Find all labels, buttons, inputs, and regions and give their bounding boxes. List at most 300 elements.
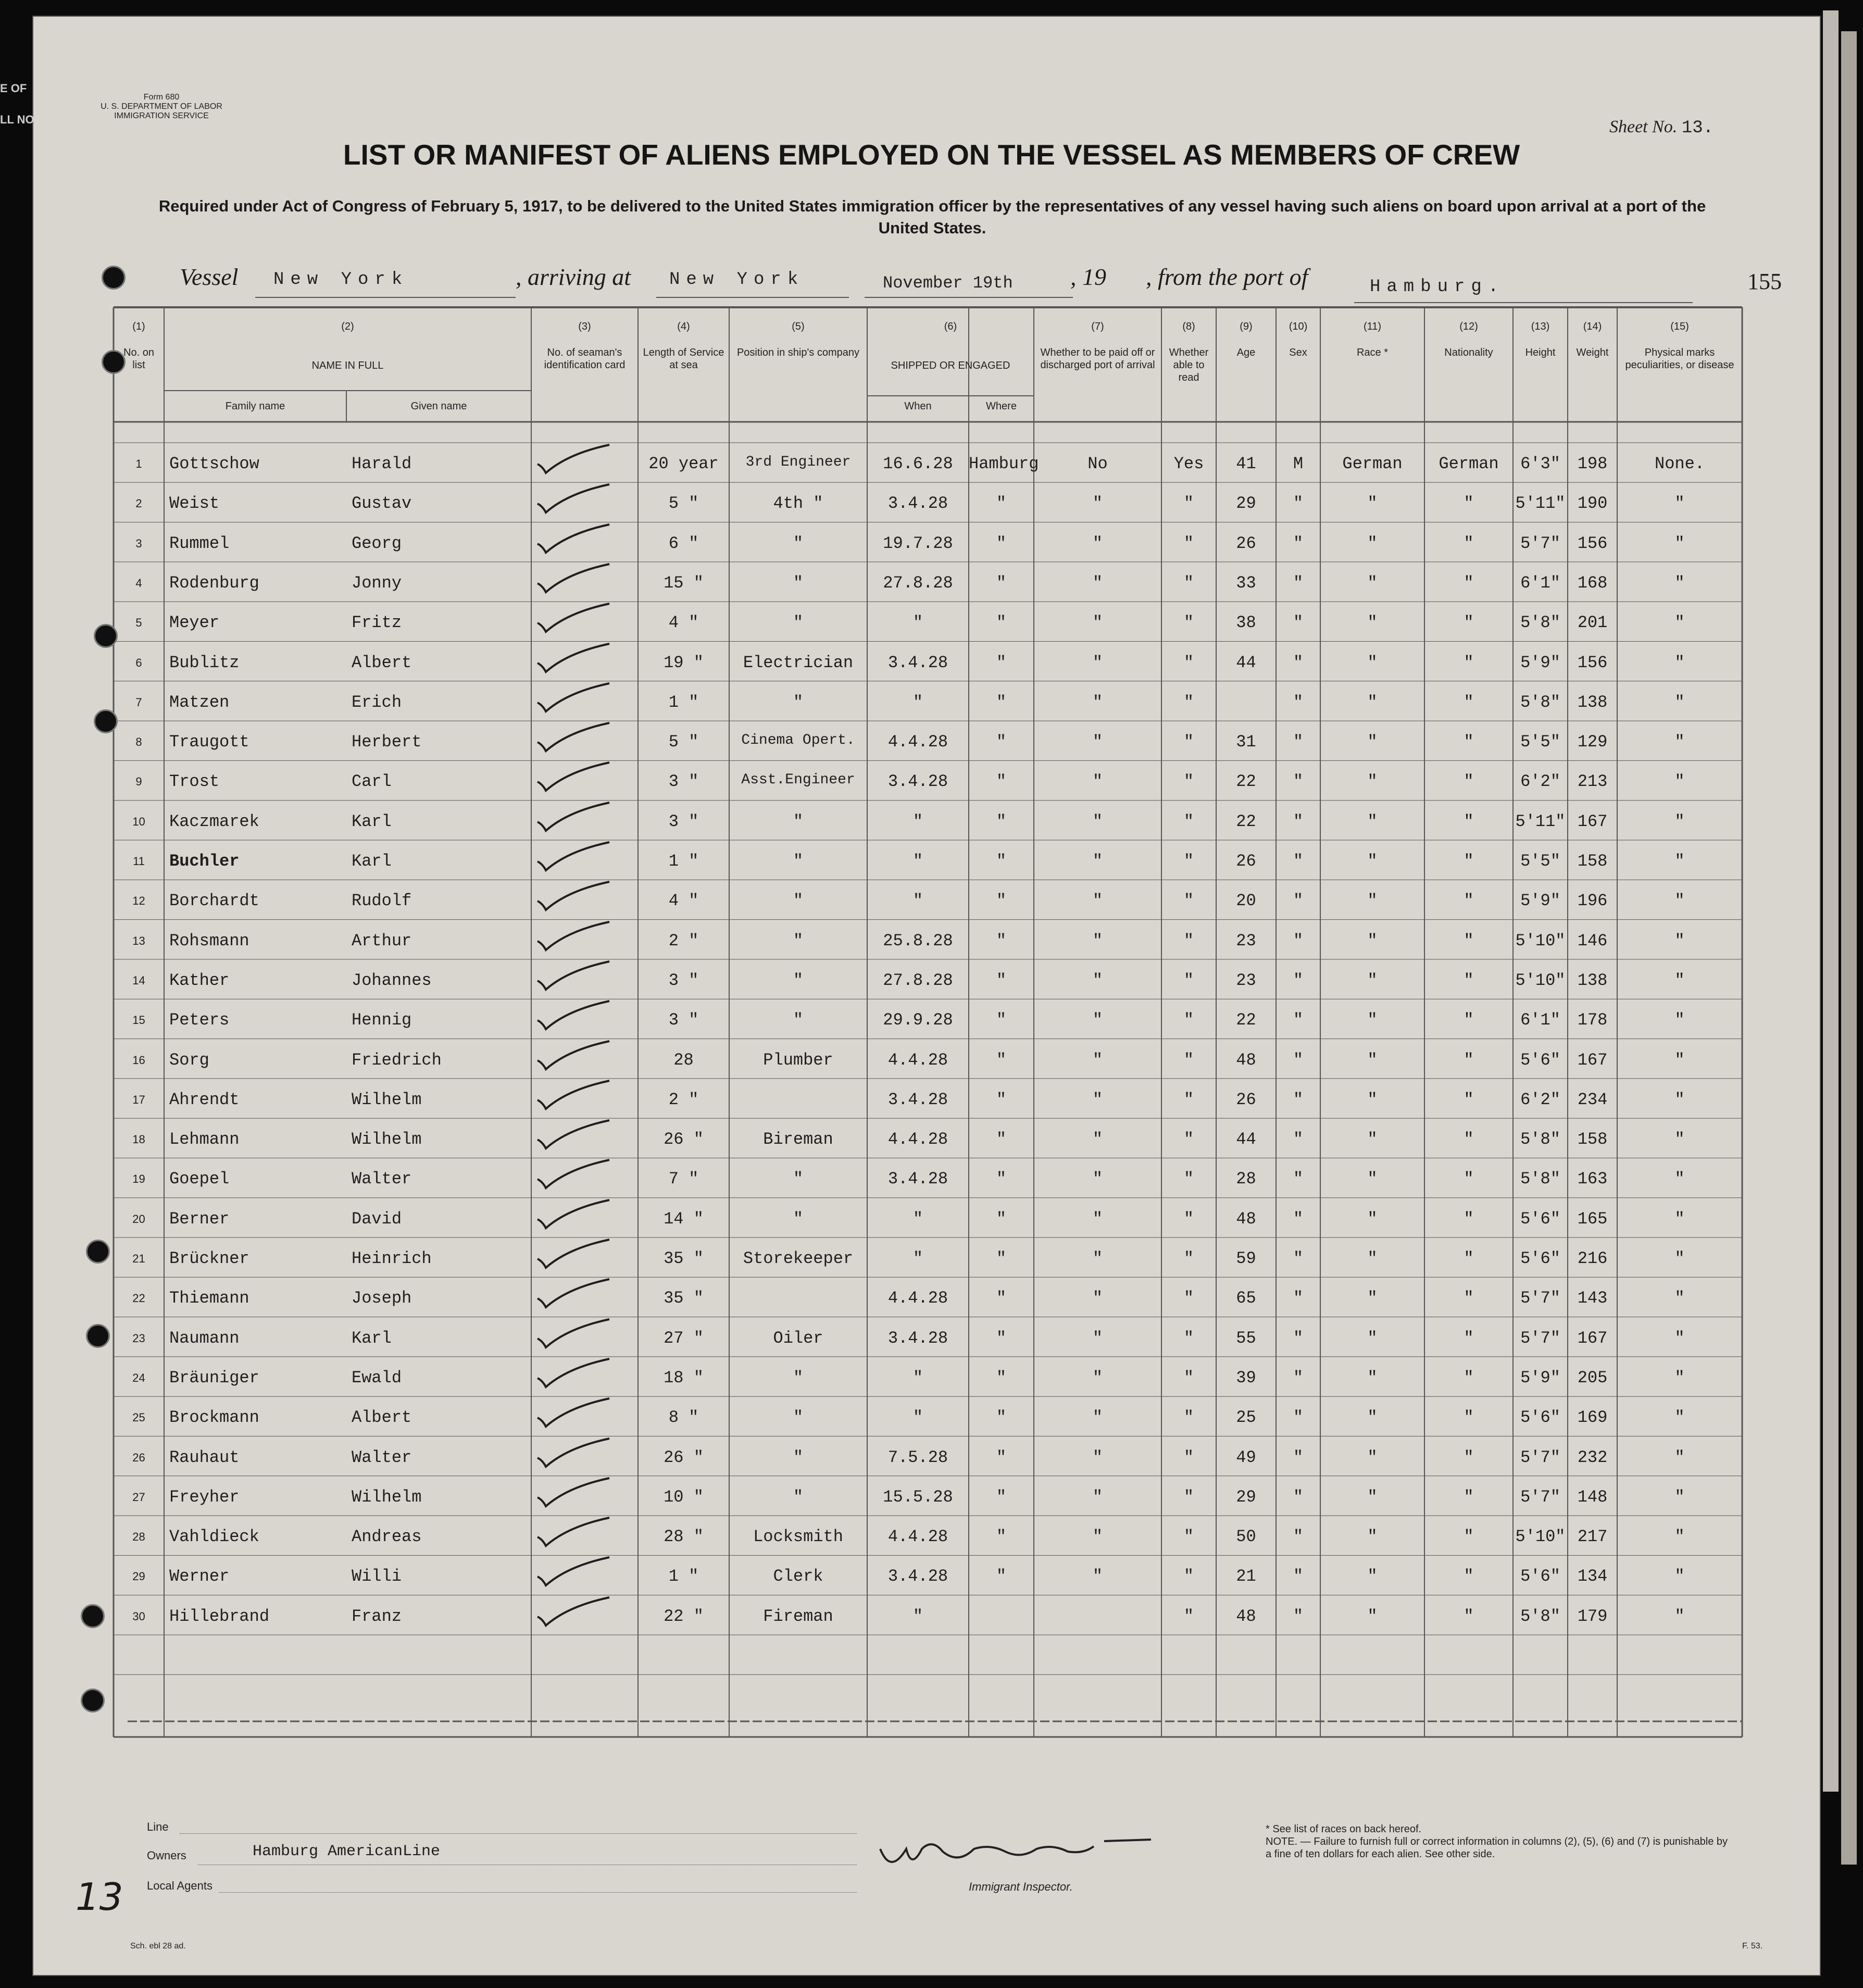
- shipped-where: ": [996, 772, 1007, 792]
- paid-off: ": [1092, 494, 1103, 514]
- weight: 138: [1577, 692, 1608, 712]
- age: 33: [1236, 573, 1256, 593]
- shipped-where: ": [996, 970, 1007, 990]
- age: 55: [1236, 1328, 1256, 1348]
- height: 5'6": [1520, 1050, 1560, 1070]
- given-name: Heinrich: [352, 1249, 432, 1268]
- given-name: Willi: [352, 1567, 402, 1586]
- sex: ": [1293, 613, 1304, 633]
- race: ": [1367, 1050, 1378, 1070]
- row-number: 11: [133, 855, 145, 868]
- able-to-read: ": [1183, 494, 1194, 514]
- paid-off: ": [1092, 1567, 1103, 1586]
- weight: 234: [1577, 1090, 1608, 1109]
- race: ": [1367, 852, 1378, 871]
- column-header: Sex: [1289, 347, 1307, 358]
- height: 6'2": [1520, 772, 1560, 792]
- check-mark-icon: [536, 441, 615, 477]
- weight: 217: [1577, 1527, 1608, 1547]
- position: ": [793, 852, 804, 871]
- binder-hole: [94, 709, 118, 733]
- paid-off: ": [1092, 533, 1103, 553]
- department-name: U. S. DEPARTMENT OF LABOR: [101, 102, 222, 111]
- family-name: Borchardt: [169, 891, 259, 911]
- age: 48: [1236, 1606, 1256, 1626]
- sex: ": [1293, 1447, 1304, 1467]
- shipped-when: 4.4.28: [887, 732, 948, 752]
- position: Electrician: [743, 653, 854, 672]
- physical-marks: ": [1674, 1289, 1685, 1308]
- nationality: ": [1464, 1487, 1474, 1507]
- nationality: ": [1464, 573, 1474, 593]
- check-mark-icon: [536, 1235, 615, 1272]
- check-mark-icon: [536, 480, 615, 517]
- family-name: Freyher: [169, 1487, 240, 1507]
- weight: 148: [1577, 1487, 1608, 1507]
- owners-value: Hamburg AmericanLine: [253, 1843, 441, 1860]
- able-to-read: ": [1183, 1249, 1194, 1268]
- weight: 213: [1577, 772, 1608, 792]
- check-mark-icon: [536, 719, 615, 755]
- race: ": [1367, 1527, 1378, 1547]
- weight: 143: [1577, 1289, 1608, 1308]
- column-header: Weight: [1576, 347, 1609, 358]
- paid-off: ": [1092, 1289, 1103, 1308]
- physical-marks: ": [1674, 573, 1685, 593]
- shipped-when: 19.7.28: [883, 533, 953, 553]
- weight: 167: [1577, 1050, 1608, 1070]
- weight: 158: [1577, 1130, 1608, 1149]
- position: ": [793, 1447, 804, 1467]
- age: 48: [1236, 1209, 1256, 1229]
- able-to-read: ": [1183, 891, 1194, 911]
- weight: 169: [1577, 1408, 1608, 1428]
- shipped-where: ": [996, 1447, 1007, 1467]
- check-mark-icon: [536, 640, 615, 676]
- given-name: Carl: [352, 772, 392, 792]
- physical-marks: ": [1674, 613, 1685, 633]
- age: 65: [1236, 1289, 1256, 1308]
- column-header: Physical marks peculiarities, or disease: [1625, 347, 1734, 371]
- row-number: 26: [132, 1451, 145, 1464]
- nationality: ": [1464, 970, 1474, 990]
- physical-marks: ": [1674, 772, 1685, 792]
- weight: 156: [1577, 533, 1608, 553]
- age: 21: [1236, 1567, 1256, 1586]
- physical-marks: ": [1674, 1408, 1685, 1428]
- paid-off: ": [1092, 1487, 1103, 1507]
- race: ": [1367, 1209, 1378, 1229]
- nationality: ": [1464, 692, 1474, 712]
- position: Fireman: [763, 1606, 833, 1626]
- paid-off: ": [1092, 1328, 1103, 1348]
- column-number: (3): [578, 321, 591, 332]
- given-name: Karl: [352, 852, 392, 871]
- nationality: ": [1464, 931, 1474, 951]
- shipped-where: ": [996, 1249, 1007, 1268]
- able-to-read: ": [1183, 573, 1194, 593]
- check-mark-icon: [536, 957, 615, 994]
- column-number: (12): [1459, 321, 1478, 332]
- family-name: Berner: [169, 1209, 230, 1229]
- nationality: ": [1464, 1010, 1474, 1030]
- able-to-read: ": [1183, 1368, 1194, 1387]
- age: 31: [1236, 732, 1256, 752]
- paid-off: ": [1092, 1249, 1103, 1268]
- physical-marks: ": [1674, 852, 1685, 871]
- height: 5'7": [1520, 1289, 1560, 1308]
- sheet-number-value: 13.: [1681, 118, 1714, 138]
- sex: ": [1293, 1567, 1304, 1586]
- service-length: 22 ": [664, 1606, 704, 1626]
- given-name: Wilhelm: [352, 1487, 422, 1507]
- able-to-read: ": [1183, 653, 1194, 672]
- age: 41: [1236, 454, 1256, 473]
- service-length: 2 ": [668, 931, 699, 951]
- column-number: (5): [792, 321, 805, 332]
- able-to-read: ": [1183, 1130, 1194, 1149]
- given-name: Rudolf: [352, 891, 412, 911]
- row-number: 5: [135, 616, 142, 630]
- row-number: 12: [132, 894, 145, 908]
- able-to-read: ": [1183, 811, 1194, 831]
- physical-marks: ": [1674, 931, 1685, 951]
- row-number: 9: [135, 775, 142, 789]
- family-name: Lehmann: [169, 1130, 240, 1149]
- race-note: * See list of races on back hereof.: [1266, 1823, 1422, 1835]
- service-length: 1 ": [668, 1567, 699, 1586]
- race: ": [1367, 1169, 1378, 1189]
- agents-label: Local Agents: [147, 1879, 212, 1892]
- race: ": [1367, 970, 1378, 990]
- weight: 158: [1577, 852, 1608, 871]
- binder-hole: [94, 624, 118, 648]
- shipped-when: ": [912, 1209, 923, 1229]
- footer-notes: [1266, 1823, 1734, 1860]
- height: 5'8": [1520, 1130, 1560, 1149]
- sex: ": [1293, 1090, 1304, 1109]
- check-mark-icon: [536, 1116, 615, 1153]
- sex: ": [1293, 494, 1304, 514]
- shipped-where: ": [996, 1527, 1007, 1547]
- able-to-read: ": [1183, 772, 1194, 792]
- row-number: 14: [132, 973, 145, 987]
- sex: ": [1293, 1527, 1304, 1547]
- line-field: [180, 1833, 857, 1834]
- age: 25: [1236, 1408, 1256, 1428]
- shipped-where: ": [996, 1567, 1007, 1586]
- row-number: 29: [132, 1570, 145, 1583]
- shipped-when: 3.4.28: [887, 1567, 948, 1586]
- nationality: ": [1464, 1209, 1474, 1229]
- row-number: 25: [132, 1411, 145, 1424]
- row-number: 8: [135, 735, 142, 749]
- sex: ": [1293, 692, 1304, 712]
- row-number: 6: [135, 656, 142, 669]
- nationality: ": [1464, 1169, 1474, 1189]
- nationality: ": [1464, 852, 1474, 871]
- given-name: Wilhelm: [352, 1130, 422, 1149]
- column-number: (6): [944, 321, 957, 332]
- paid-off: ": [1092, 1090, 1103, 1109]
- paid-off: ": [1092, 852, 1103, 871]
- shipped-where: ": [996, 931, 1007, 951]
- family-name: Weist: [169, 494, 220, 514]
- race: ": [1367, 732, 1378, 752]
- column-header: Height: [1525, 347, 1556, 358]
- service-length: 27 ": [664, 1328, 704, 1348]
- weight: 179: [1577, 1606, 1608, 1626]
- physical-marks: ": [1674, 1169, 1685, 1189]
- physical-marks: ": [1674, 891, 1685, 911]
- check-mark-icon: [536, 1394, 615, 1431]
- able-to-read: ": [1183, 1010, 1194, 1030]
- able-to-read: ": [1183, 1408, 1194, 1428]
- service-length: 4 ": [668, 613, 699, 633]
- shipped-when: ": [912, 1368, 923, 1387]
- race: ": [1367, 891, 1378, 911]
- race: ": [1367, 1090, 1378, 1109]
- column-header: Age: [1236, 347, 1256, 358]
- given-name: Arthur: [352, 931, 412, 951]
- family-name: Goepel: [169, 1169, 230, 1189]
- nationality: ": [1464, 1447, 1474, 1467]
- position: Oiler: [773, 1328, 823, 1348]
- row-number: 13: [132, 934, 145, 947]
- paid-off: ": [1092, 1408, 1103, 1428]
- service-length: 5 ": [668, 732, 699, 752]
- column-number: (2): [341, 321, 354, 332]
- row-number: 15: [132, 1014, 145, 1027]
- service-length: 35 ": [664, 1289, 704, 1308]
- physical-marks: ": [1674, 1368, 1685, 1387]
- able-to-read: ": [1183, 1050, 1194, 1070]
- height: 6'2": [1520, 1090, 1560, 1109]
- able-to-read: ": [1183, 1447, 1194, 1467]
- race: ": [1367, 1328, 1378, 1348]
- position: Plumber: [763, 1050, 833, 1070]
- sex: ": [1293, 772, 1304, 792]
- able-to-read: ": [1183, 1328, 1194, 1348]
- shipped-where: ": [996, 1010, 1007, 1030]
- paid-off: ": [1092, 613, 1103, 633]
- family-name: Kather: [169, 970, 230, 990]
- race: ": [1367, 1130, 1378, 1149]
- binder-hole: [102, 266, 126, 290]
- race: ": [1367, 1567, 1378, 1586]
- shipped-when: ": [912, 1606, 923, 1626]
- check-mark-icon: [536, 1275, 615, 1311]
- age: 38: [1236, 613, 1256, 633]
- check-mark-icon: [536, 1077, 615, 1113]
- able-to-read: ": [1183, 1567, 1194, 1586]
- shipped-when: 3.4.28: [887, 1090, 948, 1109]
- line-label: Line: [147, 1820, 169, 1833]
- year-label: , 19: [1070, 264, 1106, 290]
- position: Locksmith: [753, 1527, 843, 1547]
- weight: 198: [1577, 454, 1608, 473]
- check-mark-icon: [536, 1434, 615, 1471]
- position: ": [793, 692, 804, 712]
- able-to-read: ": [1183, 931, 1194, 951]
- row-number: 1: [135, 457, 142, 470]
- family-name: Rummel: [169, 533, 230, 553]
- service-length: 28: [673, 1050, 694, 1070]
- shipped-where: ": [996, 653, 1007, 672]
- penalty-note: NOTE. — Failure to furnish full or correct information in columns (2), (5), (6) and (7) is punishable by a fine of ten dollars for each alien. See other side.: [1266, 1836, 1728, 1860]
- height: 6'1": [1520, 1010, 1560, 1030]
- nationality: ": [1464, 1249, 1474, 1268]
- shipped-when: ": [912, 1249, 923, 1268]
- family-name: Peters: [169, 1010, 230, 1030]
- service-length: 3 ": [668, 772, 699, 792]
- column-subheader: Given name: [410, 401, 467, 412]
- paid-off: ": [1092, 1010, 1103, 1030]
- shipped-when: 27.8.28: [883, 573, 953, 593]
- stub-text: LL NO: [0, 113, 34, 126]
- family-name: Bublitz: [169, 653, 240, 672]
- age: 39: [1236, 1368, 1256, 1387]
- family-name: Brockmann: [169, 1408, 259, 1428]
- physical-marks: ": [1674, 732, 1685, 752]
- row-number: 22: [132, 1292, 145, 1305]
- position: ": [793, 970, 804, 990]
- given-name: Karl: [352, 811, 392, 831]
- family-name: Ahrendt: [169, 1090, 240, 1109]
- able-to-read: ": [1183, 852, 1194, 871]
- race: ": [1367, 811, 1378, 831]
- sex: ": [1293, 1169, 1304, 1189]
- schedule-code: Sch. ebl 28 ad.: [130, 1942, 186, 1951]
- nationality: German: [1439, 454, 1499, 473]
- position: Cinema Opert.: [741, 732, 855, 749]
- shipped-when: 29.9.28: [883, 1010, 953, 1030]
- nationality: ": [1464, 1328, 1474, 1348]
- paid-off: ": [1092, 692, 1103, 712]
- race: ": [1367, 1289, 1378, 1308]
- column-subheader: Family name: [225, 401, 285, 412]
- race: ": [1367, 1249, 1378, 1268]
- service-length: 5 ": [668, 494, 699, 514]
- height: 6'3": [1520, 454, 1560, 473]
- given-name: Gustav: [352, 494, 412, 514]
- able-to-read: ": [1183, 732, 1194, 752]
- race: ": [1367, 1368, 1378, 1387]
- physical-marks: ": [1674, 811, 1685, 831]
- position: Clerk: [773, 1567, 823, 1586]
- vessel-name: New York: [273, 270, 409, 290]
- nationality: ": [1464, 494, 1474, 514]
- nationality: ": [1464, 1050, 1474, 1070]
- height: 5'7": [1520, 1328, 1560, 1348]
- nationality: ": [1464, 1408, 1474, 1428]
- given-name: Karl: [352, 1328, 392, 1348]
- service-length: 35 ": [664, 1249, 704, 1268]
- position: ": [793, 1368, 804, 1387]
- physical-marks: ": [1674, 533, 1685, 553]
- column-number: (8): [1182, 321, 1195, 332]
- column-subheader: When: [904, 401, 932, 412]
- race: ": [1367, 1606, 1378, 1626]
- able-to-read: ": [1183, 533, 1194, 553]
- service-length: 3 ": [668, 970, 699, 990]
- family-name: Rohsmann: [169, 931, 249, 951]
- shipped-when: 4.4.28: [887, 1289, 948, 1308]
- page-number: 155: [1747, 269, 1782, 294]
- family-name: Rauhaut: [169, 1447, 240, 1467]
- weight: 167: [1577, 811, 1608, 831]
- age: 28: [1236, 1169, 1256, 1189]
- nationality: ": [1464, 891, 1474, 911]
- column-number: (13): [1531, 321, 1550, 332]
- paid-off: ": [1092, 1527, 1103, 1547]
- given-name: Albert: [352, 1408, 412, 1428]
- given-name: David: [352, 1209, 402, 1229]
- family-name: Rodenburg: [169, 573, 259, 593]
- given-name: Ewald: [352, 1368, 402, 1387]
- row-number: 7: [135, 695, 142, 709]
- page-title: LIST OR MANIFEST OF ALIENS EMPLOYED ON THE VESSEL AS MEMBERS OF CREW: [343, 139, 1520, 171]
- shipped-when: 4.4.28: [887, 1050, 948, 1070]
- sheet-label: Sheet No.: [1609, 117, 1678, 136]
- physical-marks: ": [1674, 1010, 1685, 1030]
- shipped-where: ": [996, 811, 1007, 831]
- physical-marks: None.: [1654, 454, 1705, 473]
- position: 3rd Engineer: [745, 454, 851, 470]
- nationality: ": [1464, 1527, 1474, 1547]
- position: ": [793, 1010, 804, 1030]
- physical-marks: ": [1674, 494, 1685, 514]
- row-number: 2: [135, 497, 142, 510]
- row-number: 19: [132, 1172, 145, 1186]
- height: 5'9": [1520, 653, 1560, 672]
- sex: ": [1293, 970, 1304, 990]
- given-name: Walter: [352, 1447, 412, 1467]
- race: ": [1367, 533, 1378, 553]
- form-code: F. 53.: [1742, 1942, 1763, 1951]
- able-to-read: ": [1183, 692, 1194, 712]
- weight: 134: [1577, 1567, 1608, 1586]
- nationality: ": [1464, 653, 1474, 672]
- shipped-when: ": [912, 1408, 923, 1428]
- vessel-label: Vessel: [180, 264, 239, 290]
- row-number: 28: [132, 1530, 145, 1544]
- paid-off: No: [1087, 454, 1108, 473]
- paid-off: ": [1092, 811, 1103, 831]
- shipped-when: 27.8.28: [883, 970, 953, 990]
- column-subheader: Where: [986, 401, 1017, 412]
- shipped-where: ": [996, 1050, 1007, 1070]
- check-mark-icon: [536, 1514, 615, 1550]
- check-mark-icon: [536, 838, 615, 874]
- physical-marks: ": [1674, 1209, 1685, 1229]
- row-number: 10: [132, 815, 145, 828]
- row-number: 17: [132, 1093, 145, 1106]
- binder-hole: [86, 1324, 110, 1348]
- given-name: Hennig: [352, 1010, 412, 1030]
- shipped-where: ": [996, 1209, 1007, 1229]
- row-number: 24: [132, 1371, 145, 1384]
- row-number: 18: [132, 1133, 145, 1146]
- family-name: Matzen: [169, 692, 230, 712]
- age: 59: [1236, 1249, 1256, 1268]
- inspector-signature: [875, 1828, 1161, 1875]
- family-name: Vahldieck: [169, 1527, 259, 1547]
- shipped-where: ": [996, 1408, 1007, 1428]
- shipped-when: 7.5.28: [887, 1447, 948, 1467]
- check-mark-icon: [536, 878, 615, 914]
- family-name: Brückner: [169, 1249, 249, 1268]
